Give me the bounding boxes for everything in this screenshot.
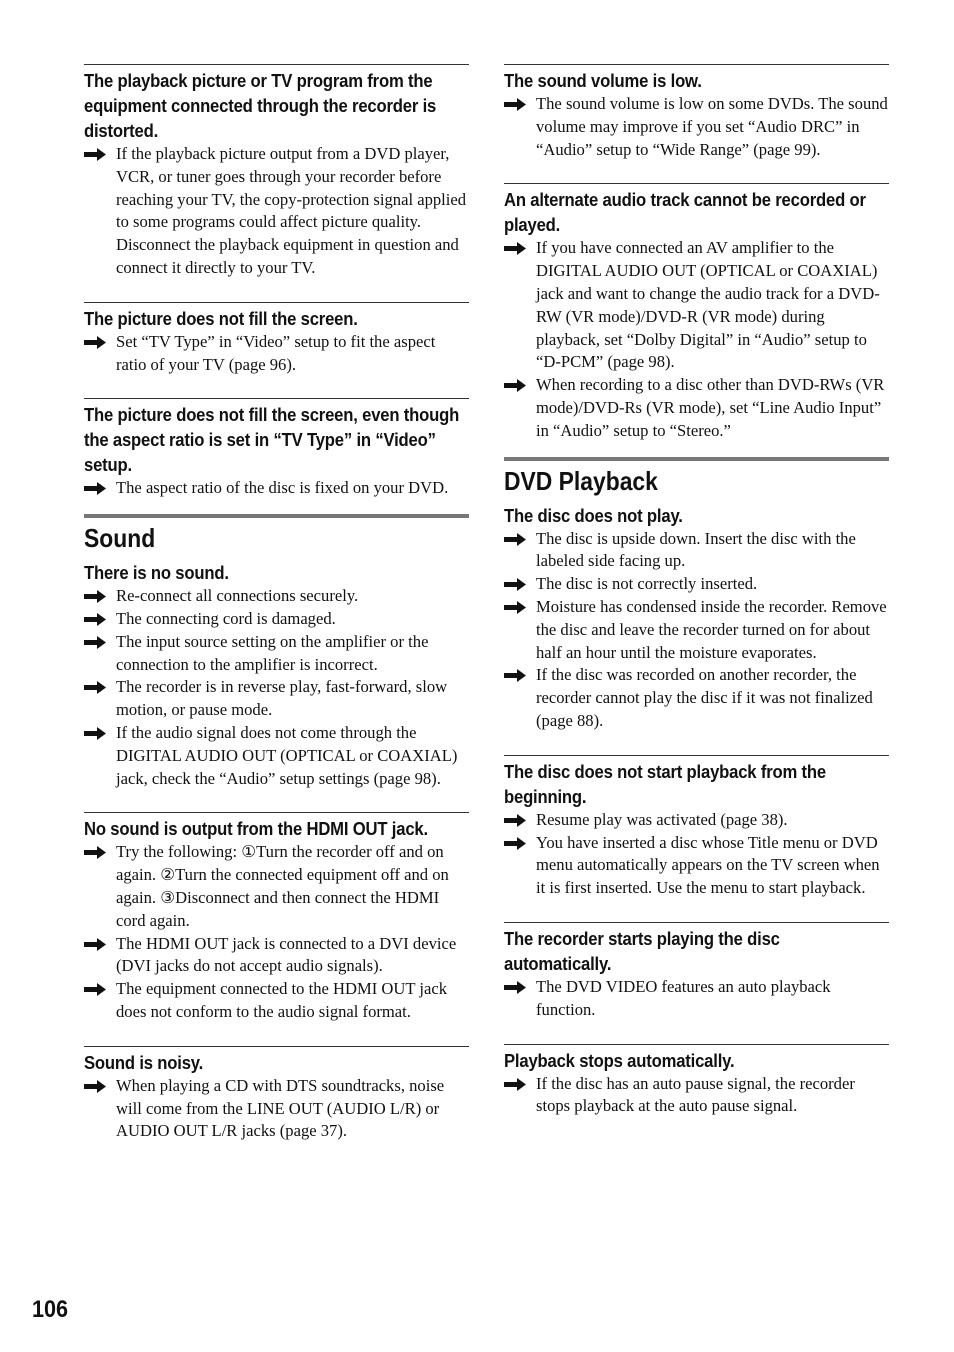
topic-title: Sound is noisy.	[84, 1051, 204, 1073]
list-item: The disc is upside down. Insert the disc with the labeled side facing up.	[504, 528, 889, 574]
list-item: When recording to a disc other than DVD-RWs (VR mode)/DVD-Rs (VR mode), set “Line Audio Input” in “Audio” setup to “Stereo.”	[504, 374, 889, 442]
solution-list	[84, 1075, 469, 1143]
topic-title: The playback picture or TV program from the equipment connected through the recorder is distorted.	[84, 70, 437, 141]
list-item: The equipment connected to the HDMI OUT jack does not conform to the audio signal format.	[84, 978, 469, 1024]
solution-list	[504, 809, 889, 900]
topic-title: The disc does not play.	[504, 504, 683, 526]
topic-not-start-beginning	[504, 755, 889, 900]
arrow-right-icon	[504, 379, 526, 392]
list-item: If the playback picture output from a DVD player, VCR, or tuner goes through your recorder before reaching your TV, the copy-protection signal applied to some programs could affect picture quality. Disconnect the playback equipment in question and connect it directly to your TV.	[84, 143, 469, 280]
left-column	[84, 64, 469, 1165]
solution-list	[84, 841, 469, 1023]
topic-hdmi	[84, 812, 469, 1023]
arrow-right-icon	[504, 578, 526, 591]
arrow-right-icon	[84, 727, 106, 740]
list-item: If the audio signal does not come through the DIGITAL AUDIO OUT (OPTICAL or COAXIAL) jack, check the “Audio” setup settings (page 98).	[84, 722, 469, 790]
solution-list	[504, 237, 889, 442]
topic-title: There is no sound.	[84, 562, 229, 584]
arrow-right-icon	[504, 981, 526, 994]
topic-title: The recorder starts playing the disc automatically.	[504, 927, 780, 974]
solution-list	[504, 976, 889, 1022]
arrow-right-icon	[504, 98, 526, 111]
list-item: The disc is not correctly inserted.	[504, 573, 889, 596]
solution-list	[84, 585, 469, 790]
list-item: The input source setting on the amplifier or the connection to the amplifier is incorrect.	[84, 631, 469, 677]
list-item: The connecting cord is damaged.	[84, 608, 469, 631]
list-item: The sound volume is low on some DVDs. The sound volume may improve if you set “Audio DRC” in “Audio” setup to “Wide Range” (page 99).	[504, 93, 889, 161]
topic-not-fill	[84, 302, 469, 377]
arrow-right-icon	[504, 814, 526, 827]
solution-list	[84, 477, 469, 500]
arrow-right-icon	[504, 533, 526, 546]
list-item: Set “TV Type” in “Video” setup to fit the aspect ratio of your TV (page 96).	[84, 331, 469, 377]
topic-title: The picture does not fill the screen, even though the aspect ratio is set in “TV Type” in “Video” setup.	[84, 404, 460, 476]
list-item: If the disc was recorded on another recorder, the recorder cannot play the disc if it was not finalized (page 88).	[504, 664, 889, 732]
arrow-right-icon	[84, 846, 106, 859]
topic-title: No sound is output from the HDMI OUT jack.	[84, 818, 428, 840]
arrow-right-icon	[84, 681, 106, 694]
list-item: You have inserted a disc whose Title menu or DVD menu automatically appears on the TV screen when it is first inserted. Use the menu to start playback.	[504, 832, 889, 900]
arrow-right-icon	[84, 1080, 106, 1093]
arrow-right-icon	[504, 837, 526, 850]
topic-title: An alternate audio track cannot be recorded or played.	[504, 189, 866, 236]
arrow-right-icon	[84, 482, 106, 495]
arrow-right-icon	[504, 601, 526, 614]
topic-distorted	[84, 64, 469, 280]
solution-list	[504, 93, 889, 161]
solution-list	[504, 1073, 889, 1119]
arrow-right-icon	[84, 336, 106, 349]
section-dvd-playback	[504, 457, 889, 497]
solution-list	[84, 331, 469, 377]
topic-volume-low	[504, 64, 889, 161]
arrow-right-icon	[84, 590, 106, 603]
list-item: If you have connected an AV amplifier to the DIGITAL AUDIO OUT (OPTICAL or COAXIAL) jack and want to change the audio track for a DVD-RW (VR mode)/DVD-R (VR mode) during playback, set “Dolby Digital” in “Audio” setup to “D-PCM” (page 98).	[504, 237, 889, 374]
topic-starts-automatically	[504, 922, 889, 1022]
section-title: DVD Playback	[504, 465, 658, 496]
list-item: When playing a CD with DTS soundtracks, noise will come from the LINE OUT (AUDIO L/R) or AUDIO OUT L/R jacks (page 37).	[84, 1075, 469, 1143]
section-sound	[84, 514, 469, 554]
topic-alternate-audio	[504, 183, 889, 442]
list-item: Moisture has condensed inside the recorder. Remove the disc and leave the recorder turned on for about half an hour until the moisture evaporates.	[504, 596, 889, 664]
solution-list	[504, 528, 889, 733]
list-item: If the disc has an auto pause signal, the recorder stops playback at the auto pause signal.	[504, 1073, 889, 1119]
topic-title: The picture does not fill the screen.	[84, 307, 358, 329]
topic-title: The disc does not start playback from the beginning.	[504, 760, 827, 807]
arrow-right-icon	[84, 636, 106, 649]
section-title: Sound	[84, 523, 156, 554]
right-column	[504, 64, 889, 1140]
list-item: Try the following: ①Turn the recorder off and on again. ②Turn the connected equipment off and on again. ③Disconnect and then connect the HDMI cord again.	[84, 841, 469, 932]
list-item: Resume play was activated (page 38).	[504, 809, 889, 832]
page-number: 106	[32, 1296, 69, 1323]
topic-no-sound	[84, 560, 469, 790]
topic-noisy	[84, 1046, 469, 1143]
list-item: The DVD VIDEO features an auto playback function.	[504, 976, 889, 1022]
topic-stops-automatically	[504, 1044, 889, 1119]
topic-title: The sound volume is low.	[504, 70, 702, 91]
list-item: The recorder is in reverse play, fast-forward, slow motion, or pause mode.	[84, 676, 469, 722]
topic-title: Playback stops automatically.	[504, 1049, 735, 1071]
topic-disc-not-play	[504, 503, 889, 733]
arrow-right-icon	[504, 1078, 526, 1091]
list-item: Re-connect all connections securely.	[84, 585, 469, 608]
list-item: The aspect ratio of the disc is fixed on your DVD.	[84, 477, 469, 500]
list-item: The HDMI OUT jack is connected to a DVI device (DVI jacks do not accept audio signals).	[84, 933, 469, 979]
arrow-right-icon	[84, 148, 106, 161]
solution-list	[84, 143, 469, 280]
arrow-right-icon	[84, 938, 106, 951]
topic-not-fill-even	[84, 398, 469, 500]
arrow-right-icon	[84, 983, 106, 996]
arrow-right-icon	[84, 613, 106, 626]
arrow-right-icon	[504, 669, 526, 682]
arrow-right-icon	[504, 242, 526, 255]
